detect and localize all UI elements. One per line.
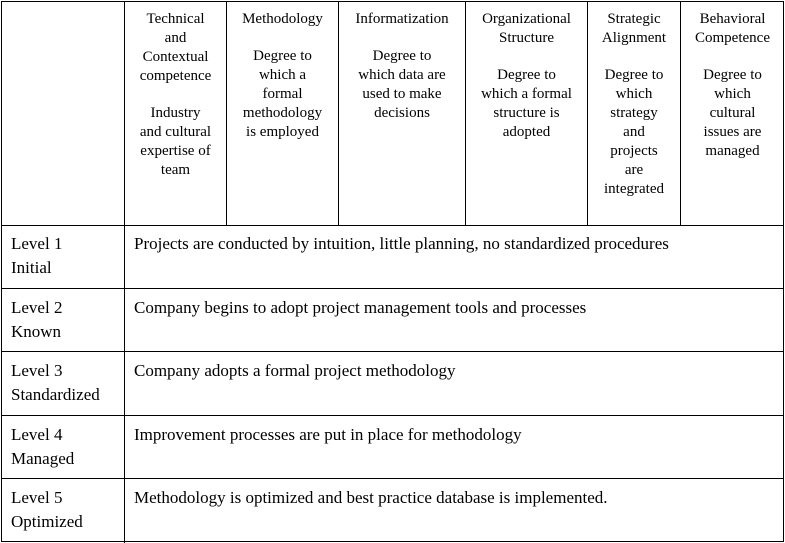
level-5-label: Level 5 Optimized [11,488,83,531]
header-description: Degree to which a formal structure is adopted [481,67,572,140]
maturity-model-table [1,1,784,542]
header-description: Degree to which a formal methodology is employed [242,48,323,140]
header-title: Methodology [242,11,323,27]
level-3-description: Company adopts a formal project methodology [134,361,456,380]
level-4-label: Level 4 Managed [11,425,75,468]
level-2-label: Level 2 Known [11,298,63,341]
level-1-label: Level 1 Initial [11,234,63,277]
row-divider [2,415,783,416]
header-strategic-alignment [588,10,680,199]
header-informatization [339,10,465,123]
header-behavioral-competence [681,10,784,161]
header-title: Behavioral Competence [695,11,770,46]
level-4-description: Improvement processes are put in place for methodology [134,425,522,444]
level-1-description: Projects are conducted by intuition, little planning, no standardized procedures [134,234,669,253]
header-technical-competence [125,10,226,180]
header-title: Organizational Structure [482,11,571,46]
header-title: Informatization [355,11,449,27]
row-divider [2,225,783,226]
level-5-description: Methodology is optimized and best practice database is implemented. [134,488,608,507]
header-methodology [227,10,338,142]
header-title: Technical and Contextual competence [139,11,212,84]
header-organizational-structure [466,10,587,142]
header-title: Strategic Alignment [601,11,667,46]
row-divider [2,478,783,479]
header-description: Industry and cultural expertise of team [139,105,212,178]
level-2-description: Company begins to adopt project management tools and processes [134,298,587,317]
row-divider [2,351,783,352]
row-divider [2,288,783,289]
header-description: Degree to which cultural issues are managed [703,67,762,159]
header-description: Degree to which data are used to make decisions [358,48,446,121]
level-3-label: Level 3 Standardized [11,361,100,404]
header-description: Degree to which strategy and projects are integrated [604,67,664,197]
